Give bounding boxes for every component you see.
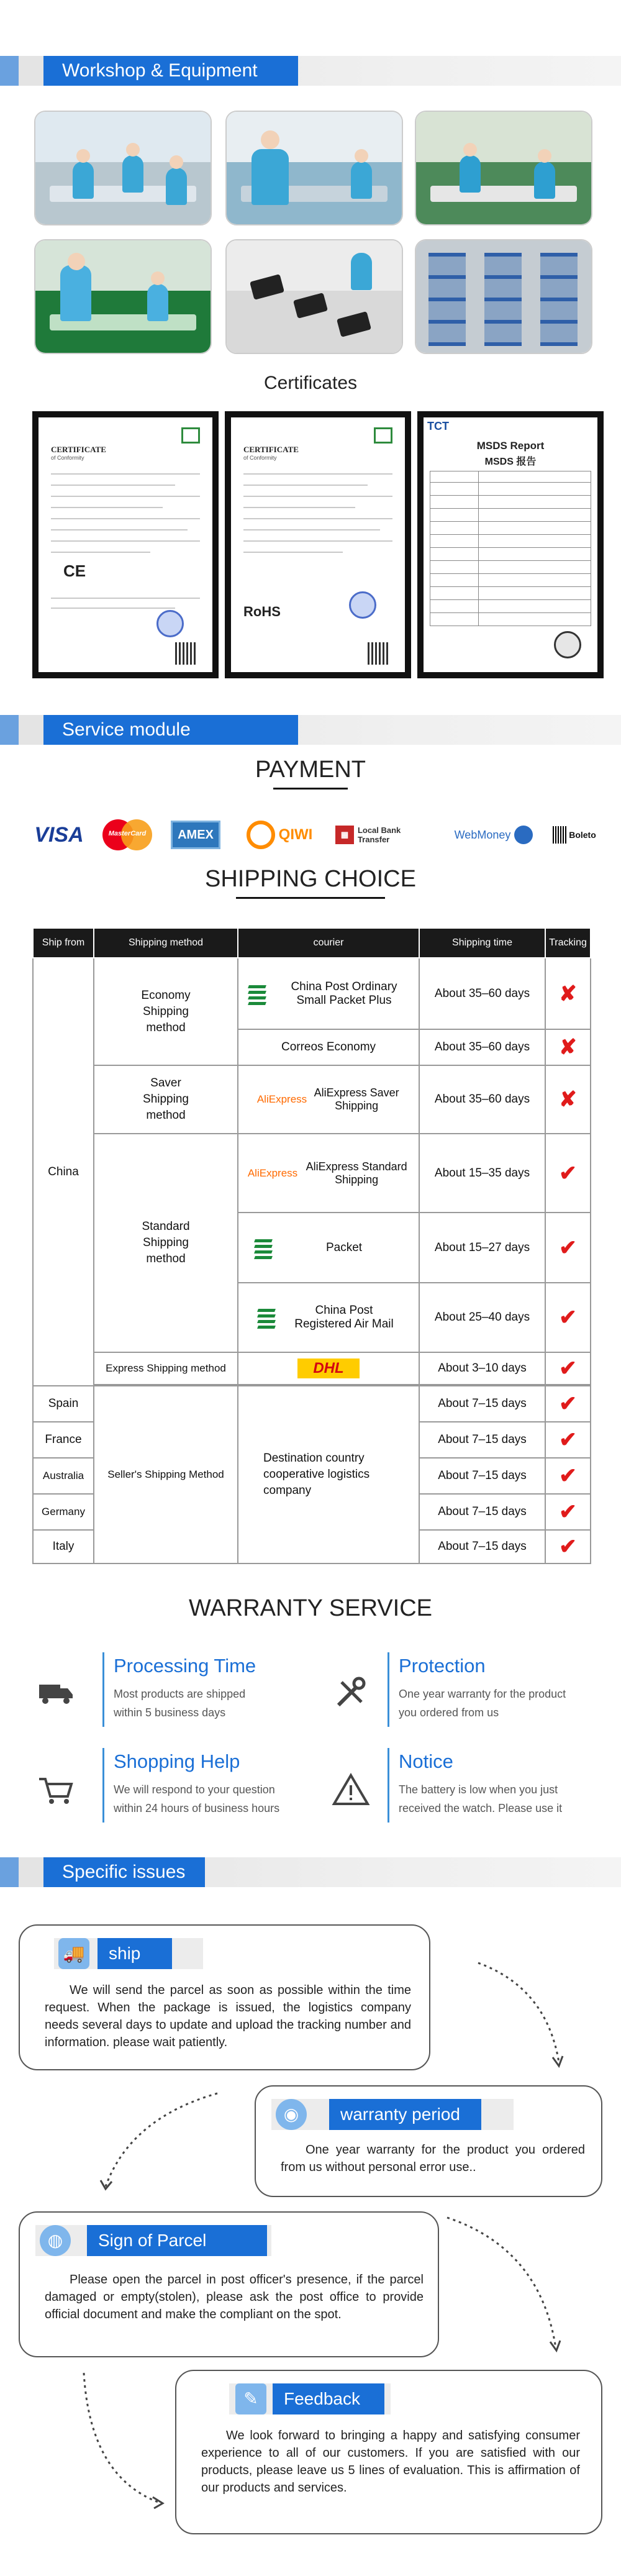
table-row: Germany About 7–15 days ✔ — [33, 1494, 591, 1530]
visa-logo: VISA — [34, 822, 84, 847]
qiwi-logo: QIWI — [239, 819, 320, 851]
qr-code-icon — [175, 642, 197, 665]
cross-icon: ✘ — [559, 981, 577, 1006]
china-post-icon — [245, 980, 270, 1008]
table-row: China Post Registered Air Mail About 25–40 days ✔ — [33, 1283, 591, 1352]
bank-transfer-logo: ▦ Local Bank Transfer — [335, 819, 435, 851]
check-icon: ✔ — [559, 1161, 577, 1185]
parcel-icon: ◍ — [40, 2225, 71, 2256]
shipping-title: SHIPPING CHOICE — [205, 866, 416, 892]
issue-tag-parcel: Sign of Parcel — [87, 2225, 267, 2256]
dhl-logo: DHL — [297, 1359, 360, 1378]
specific-banner — [0, 1857, 621, 1887]
workshop-photo — [225, 111, 403, 225]
issue-feedback-box: ✎ Feedback We look forward to bringing a happy and satisfying consumer experience to all of our customers. If you are satisfied with our products, please leave us 5 lines of evaluation. This is affirmation of our products and services. — [175, 2370, 602, 2534]
cert-logo-icon — [374, 427, 392, 444]
issue-parcel-box: ◍ Sign of Parcel Please open the parcel in post officer's presence, if the parcel damaged or empty(stolen), please ask the post office to provide official document and make the compliant on the spot. — [19, 2211, 439, 2357]
workshop-title: Workshop & Equipment — [43, 56, 298, 86]
ce-certificate: CERTIFICATE of Conformity CE — [32, 411, 219, 678]
msds-report: TCT MSDS Report MSDS 报告 — [417, 411, 604, 678]
edit-icon: ✎ — [235, 2383, 266, 2414]
issue-tag-warranty: warranty period — [329, 2099, 481, 2130]
service-title: Service module — [43, 715, 298, 745]
cert-logo-icon — [181, 427, 200, 444]
cross-icon: ✘ — [559, 1088, 577, 1111]
tools-icon — [329, 1671, 373, 1714]
check-icon: ✔ — [559, 1500, 577, 1524]
workshop-photo — [34, 239, 212, 354]
table-row: Packet About 15–27 days ✔ — [33, 1213, 591, 1283]
globe-icon: ◉ — [276, 2099, 307, 2130]
qr-code-icon — [368, 642, 390, 665]
check-icon: ✔ — [559, 1392, 577, 1416]
certificates-title: Certificates — [263, 373, 358, 393]
shipping-table — [32, 927, 591, 1564]
webmoney-logo: WebMoney — [447, 819, 540, 851]
truck-icon — [34, 1671, 78, 1714]
china-post-icon — [251, 1234, 276, 1262]
check-icon: ✔ — [559, 1236, 577, 1260]
issue-tag-feedback: Feedback — [273, 2383, 384, 2414]
china-post-icon — [254, 1304, 279, 1331]
payment-title: PAYMENT — [255, 757, 366, 783]
table-row: Standard Shipping method AliExpress AliExpress Standard Shipping About 15–35 days ✔ — [33, 1134, 591, 1213]
service-banner — [0, 715, 621, 745]
cross-icon: ✘ — [559, 1035, 577, 1059]
table-header: Ship from Shipping method courier Shipping time Tracking — [33, 928, 591, 958]
workshop-photo — [34, 111, 212, 225]
workshop-banner — [0, 56, 621, 86]
seal-icon — [554, 631, 581, 658]
cart-icon — [34, 1768, 78, 1811]
check-icon: ✔ — [559, 1428, 577, 1452]
table-row: Australia About 7–15 days ✔ — [33, 1458, 591, 1494]
table-row: France About 7–15 days ✔ — [33, 1422, 591, 1458]
table-row: Italy About 7–15 days ✔ — [33, 1530, 591, 1563]
table-row: Correos Economy About 35–60 days ✘ — [33, 1029, 591, 1065]
seal-icon — [156, 610, 184, 637]
boleto-logo: Boleto — [553, 819, 596, 851]
ship-from-china: China — [33, 958, 94, 1386]
table-row: Spain Seller's Shipping Method Destination country cooperative logistics company About 7–15 days ✔ — [33, 1386, 591, 1422]
workshop-photo — [415, 111, 592, 225]
specific-title: Specific issues — [43, 1857, 205, 1887]
banner-accent — [0, 56, 19, 86]
seal-icon — [349, 591, 376, 619]
check-icon: ✔ — [559, 1306, 577, 1329]
truck-icon: 🚚 — [58, 1938, 89, 1969]
issue-tag-ship: ship — [97, 1938, 172, 1969]
rohs-certificate: CERTIFICATE of Conformity RoHS — [225, 411, 411, 678]
warning-icon — [329, 1768, 373, 1811]
issue-warranty-box: ◉ warranty period One year warranty for the product you ordered from us without personal error use.. — [255, 2085, 602, 2197]
check-icon: ✔ — [559, 1357, 577, 1380]
table-row: Saver Shipping method AliExpress AliExpress Saver Shipping About 35–60 days ✘ — [33, 1065, 591, 1134]
workshop-photo — [225, 239, 403, 354]
warranty-title: WARRANTY SERVICE — [188, 1595, 433, 1621]
table-row: Express Shipping method DHL About 3–10 days ✔ — [33, 1352, 591, 1385]
mastercard-logo: MasterCard — [102, 819, 152, 851]
amex-logo: AMEX — [171, 819, 220, 851]
check-icon: ✔ — [559, 1464, 577, 1488]
check-icon: ✔ — [559, 1535, 577, 1559]
workshop-photo — [415, 239, 592, 354]
table-row: China Economy Shipping method China Post Ordinary Small Packet Plus About 35–60 days ✘ — [33, 958, 591, 1029]
issue-ship-box: 🚚 ship We will send the parcel as soon as possible within the time request. When the package is issued, the logistics company needs several days to update and upload the tracking number and information. please wait patiently. — [19, 1924, 430, 2070]
